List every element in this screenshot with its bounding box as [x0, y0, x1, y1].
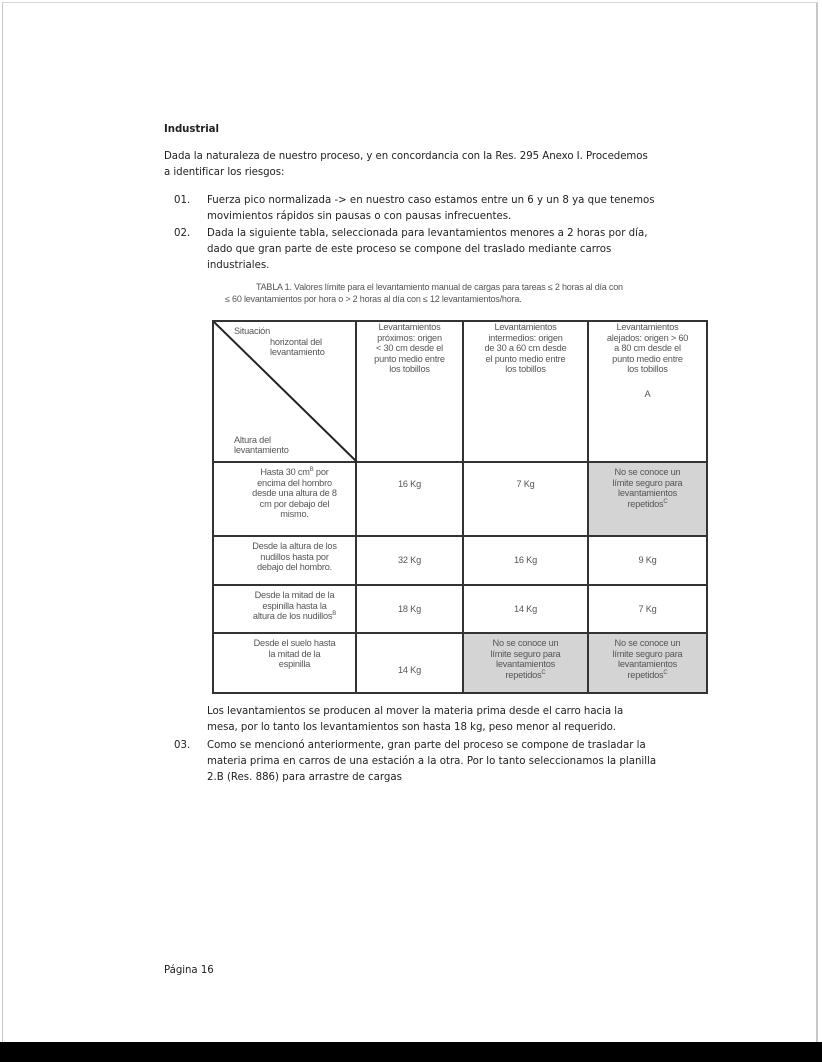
value-cell: 7 Kg [588, 585, 707, 633]
corner-bottom-line: Altura del [234, 434, 271, 445]
list-number: 02. [174, 228, 191, 239]
row-label-line: desde una altura de 8 [252, 488, 337, 499]
value-cell: 7 Kg [463, 462, 588, 536]
list-body [207, 226, 687, 274]
row-label-line: Desde el suelo hasta [253, 638, 336, 648]
header-line: Levantamientos [494, 322, 557, 332]
table-row [213, 633, 707, 693]
list-line: Dada la siguiente tabla, seleccionada para levantamientos menores a 2 horas por día, [207, 228, 648, 239]
value-cell-unknown [588, 462, 707, 536]
paragraph-line: mesa, por lo tanto los levantamientos son hasta 18 kg, peso menor al requerido. [207, 722, 616, 733]
row-label-line: altura de los nudillos [252, 611, 333, 622]
header-line: intermedios: origen [488, 332, 563, 343]
row-label-line: por [313, 467, 329, 477]
list-line: 2.B (Res. 886) para arrastre de cargas [207, 772, 402, 783]
corner-header-cell [213, 321, 356, 462]
value-cell: 16 Kg [463, 536, 588, 585]
header-line: < 30 cm desde el [375, 343, 444, 354]
value-cell: 16 Kg [356, 462, 463, 536]
value-cell: 18 Kg [356, 585, 463, 633]
header-line: punto medio entre [374, 353, 445, 364]
unknown-line: No se conoce un [492, 638, 559, 648]
footnote-marker: B [332, 611, 337, 618]
header-line: los tobillos [627, 364, 668, 375]
value-cell: 14 Kg [463, 585, 588, 633]
row-label-line: Hasta 30 cm [260, 467, 310, 477]
unknown-line: No se conoce un [614, 467, 681, 477]
row-label-line: nudillos hasta por [260, 551, 329, 562]
unknown-line: repetidos [505, 669, 542, 680]
column-header-alejados [588, 321, 707, 462]
page-number-footer: Página 16 [164, 965, 214, 976]
column-header-intermedios [463, 321, 588, 462]
intro-paragraph [164, 149, 684, 181]
after-table-paragraph [207, 704, 687, 736]
header-line: de 30 a 60 cm desde [484, 343, 567, 354]
intro-line: Dada la naturaleza de nuestro proceso, y en concordancia con la Res. 295 Anexo I. Procedemos [164, 151, 648, 162]
row-label-line: espinilla [278, 659, 311, 670]
intro-line: a identificar los riesgos: [164, 167, 285, 178]
list-number: 03. [174, 740, 191, 751]
unknown-line: límite seguro para [612, 648, 683, 659]
header-line: Levantamientos [616, 322, 679, 332]
row-label-line: Desde la mitad de la [254, 590, 335, 600]
corner-top-line: horizontal del [270, 336, 322, 347]
header-line: Levantamientos [378, 322, 441, 332]
footnote-marker: C [663, 498, 668, 505]
row-label-line: espinilla hasta la [262, 600, 327, 611]
corner-bottom-line: levantamiento [234, 445, 289, 456]
footnote-marker: C [663, 669, 668, 676]
row-label-line: debajo del hombro. [256, 562, 333, 573]
table-row [213, 585, 707, 633]
header-note: A [644, 388, 651, 399]
list-line: movimientos rápidos sin pausas o con pausas infrecuentes. [207, 211, 512, 222]
unknown-line: levantamientos [618, 488, 677, 499]
header-line: los tobillos [505, 364, 546, 375]
row-label [213, 585, 356, 633]
header-line: el punto medio entre [485, 353, 566, 364]
row-label-line: Desde la altura de los [252, 541, 337, 551]
section-heading: Industrial [164, 124, 219, 135]
corner-top-line: levantamiento [270, 347, 325, 358]
value-cell: 32 Kg [356, 536, 463, 585]
table-caption [225, 281, 725, 305]
unknown-line: límite seguro para [612, 477, 683, 488]
value-cell-unknown [588, 633, 707, 693]
list-body [207, 193, 687, 225]
unknown-line: repetidos [627, 669, 664, 680]
row-label [213, 536, 356, 585]
row-label [213, 633, 356, 693]
unknown-line: repetidos [627, 498, 664, 509]
row-label-line: la mitad de la [268, 648, 321, 659]
list-number: 01. [174, 195, 191, 206]
value-cell: 9 Kg [588, 536, 707, 585]
row-label-line: cm por debajo del [259, 498, 330, 509]
header-line: alejados: origen > 60 [606, 332, 689, 343]
value-cell-unknown [463, 633, 588, 693]
column-header-proximos [356, 321, 463, 462]
footnote-marker: B [309, 466, 314, 473]
table-row [213, 536, 707, 585]
corner-bottom-label [234, 435, 289, 456]
table-row [213, 462, 707, 536]
row-label-line: mismo. [280, 509, 309, 520]
header-line: próximos: origen [377, 332, 442, 343]
row-label [213, 462, 356, 536]
lifting-limits-table [212, 320, 708, 694]
list-line: dado que gran parte de este proceso se compone del traslado mediante carros [207, 244, 612, 255]
list-line: materia prima en carros de una estación a la otra. Por lo tanto seleccionamos la planilla [207, 756, 657, 767]
corner-top-line: Situación [234, 326, 270, 336]
header-line: punto medio entre [612, 353, 683, 364]
list-line: Fuerza pico normalizada -> en nuestro caso estamos entre un 6 y un 8 ya que tenemos [207, 195, 655, 206]
row-label-line: encima del hombro [257, 477, 332, 488]
footnote-marker: C [541, 669, 546, 676]
value-cell: 14 Kg [356, 633, 463, 693]
table-header-row [213, 321, 707, 462]
unknown-line: límite seguro para [490, 648, 561, 659]
corner-top-label [234, 326, 349, 358]
unknown-line: levantamientos [496, 659, 555, 670]
list-line: Como se mencionó anteriormente, gran parte del proceso se compone de trasladar la [207, 740, 646, 751]
paragraph-line: Los levantamientos se producen al mover la materia prima desde el carro hacia la [207, 706, 624, 717]
unknown-line: levantamientos [618, 659, 677, 670]
header-line: a 80 cm desde el [614, 343, 681, 354]
list-line: industriales. [207, 260, 270, 271]
header-line: los tobillos [389, 364, 430, 375]
caption-line: TABLA 1. Valores límite para el levantamiento manual de cargas para tareas ≤ 2 horas al día con [256, 282, 623, 292]
unknown-line: No se conoce un [614, 638, 681, 648]
caption-line: ≤ 60 levantamientos por hora o > 2 horas al día con ≤ 12 levantamientos/hora. [225, 294, 522, 304]
list-body [207, 738, 687, 786]
